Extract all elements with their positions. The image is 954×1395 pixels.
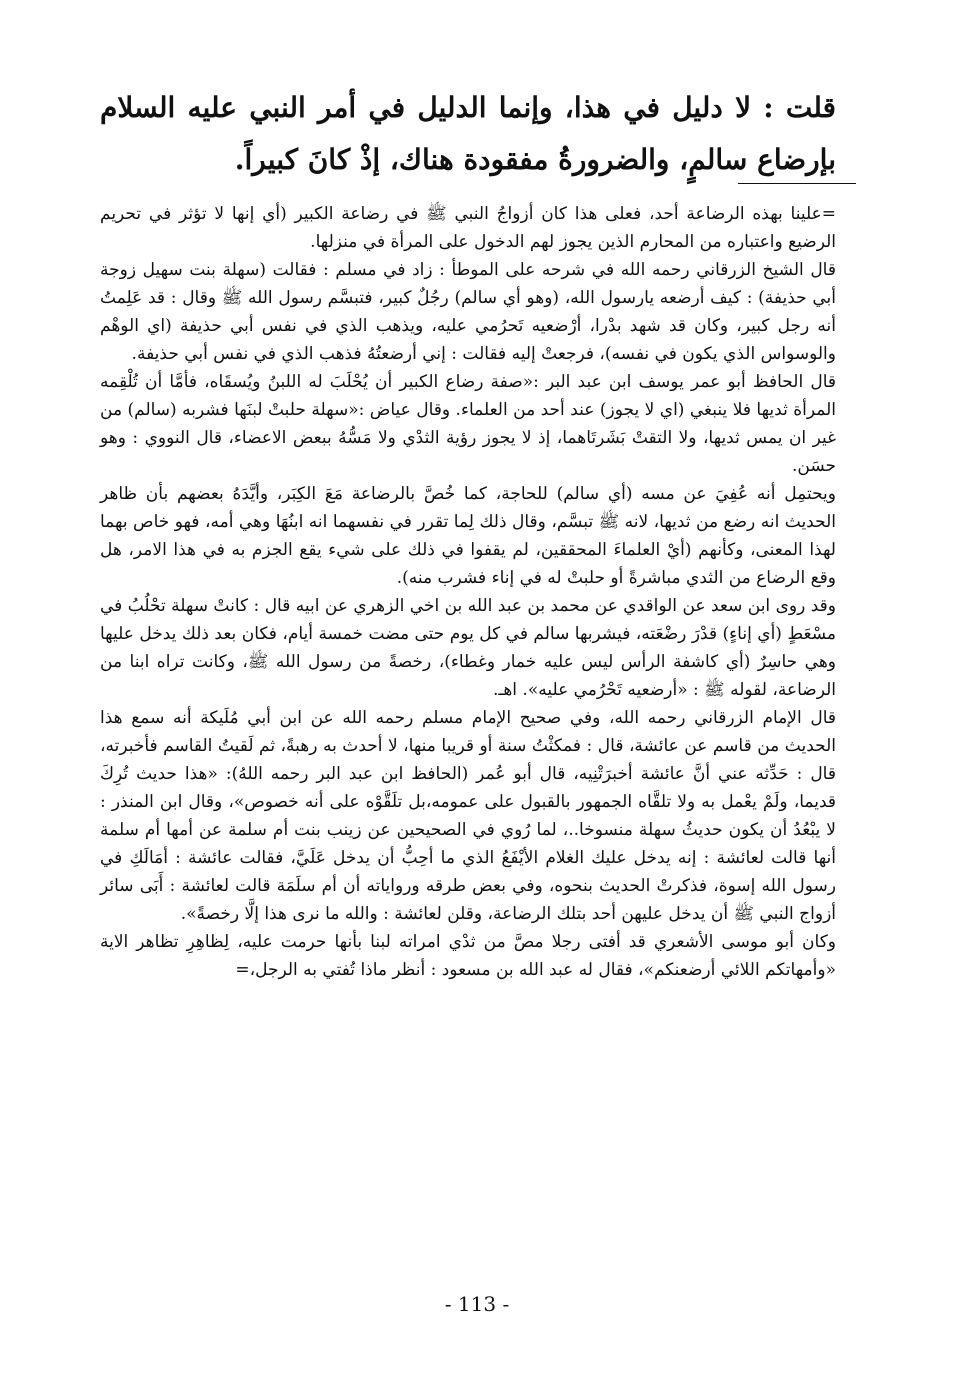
footnote-paragraph-5: وقد روى ابن سعد عن الواقدي عن محمد بن عبد الله بن اخي الزهري عن ابيه قال : كانتْ سهلة تحْلُبُ في مسْعَطٍ (أي إناءٍ) قدْرَ رضْعَته، فيشربها سالم في كل يوم حتى مضت خمسة أيام، فكان بعد ذلك يدخل عليها وهي حاسِرٌ (أي كاشفة الرأس ليس عليه خمار وغطاء)، رخصةً من رسول الله ﷺ، وكانت تراه ابنا من الرضاعة، لقوله ﷺ : «أرضعيه تَحْرُمي عليه». اهـ. [100, 596, 836, 700]
main-lead-word: قلت [785, 91, 836, 124]
footnote-paragraph-1: =علينا بهذه الرضاعة أحد، فعلى هذا كان أزواجُ النبي ﷺ في رضاعة الكبير (أي إنها لا تؤثر في تحريم الرضيع واعتباره من المحارم الذين يجوز لهم الدخول على المرأة في منزلها. [100, 204, 836, 252]
footnote-paragraph-7: وكان أبو موسى الأشعري قد أفتى رجلا مصَّ من ثدْي امراته لبنا بأنها حرمت عليه، لِظاهِرِ تظاهر الاية «وأمهاتكم اللائي أرضعنكم»، فقال له عبد الله بن مسعود : أنظر ماذا تُفتي به الرجل،= [100, 932, 836, 980]
footnote-paragraph-4: ويحتمِل أنه عُفِيَ عن مسه (أي سالم) للحاجة، كما خُصَّ بالرضاعة مَعَ الكِبَر، وأيَّدَهُ بعضهم بأن ظاهر الحديث انه رضع من ثديها، لانه ﷺ تبسَّم، وقال ذلك لِما تقرر في نفسهما انه ابنُهَا وهي أمه، فهو خاص بهما لهذا المعنى، وكأنهم (أيْ العلماءَ المحققين، لم يقفوا في ذلك على شيء يقع الجزم به في هذا الامر، هل وقع الرضاع من الثدي مباشرةً أو حلبتْ له في إناء فشرب منه). [100, 484, 836, 588]
main-body-text: : لا دليل في هذا، وإنما الدليل في أمر النبي عليه السلام بإرضاع سالمٍ، والضرورةُ مفقودة هناك، إذْ كانَ كبيراً. [100, 91, 836, 176]
footnote-paragraph-3: قال الحافظ أبو عمر يوسف ابن عبد البر :«صفة رضاع الكبير أن يُحْلَبَ له اللبنُ ويُسقَاه، فأمَّا أن تُلْقِمه المرأة ثديها فلا ينبغي (اي لا يجوز) عند أحد من العلماء. وقال عياض :«سهلة حلبتْ لبنَها فشربه (سالم) من غير ان يمس ثديها، ولا التقتْ بَشَرتَاهما، إذ لا يجوز رؤية الثدْي ولا مَسُّهُ ببعض الاعضاء، قال النووي : وهو حسَن. [100, 372, 836, 476]
footnote-separator [738, 183, 856, 184]
footnote-paragraph-6: قال الإمام الزرقاني رحمه الله، وفي صحيح الإمام مسلم رحمه الله عن ابن أبي مُلَيكة أنه سمع هذا الحديث من قاسم عن عائشة، قال : فمكثْتُ سنة أو قريبا منها، لا أحدث به رهبةً، ثم لَقيتُ القاسم فأخبرته، قال : حَدِّثه عني أنَّ عائشة أخبرَتْنِيه، قال أبو عُمر (الحافظ ابن عبد البر رحمه اللهُ): «هذا حديث تُرِكَ قديما، ولَمْ يعْمل به ولا تلقَّاه الجمهور بالقبول على عمومه،بل تلَقَّوْه على أنه خصوص»، وقال ابن المنذر : لا يبْعُدُ أن يكون حديثُ سهلة منسوخا..، لما رُوي في الصحيحين عن زينب بنت أم سلمة عن أمها أم سلمة أنها قالت لعائشة : إنه يدخل عليك الغلام الأيْفَعُ الذي ما أحِبُّ أن يدخل عَلَيَّ، فقالت عائشة : أمَالَكِ في رسول الله إسوة، فذكرتْ الحديث بنحوه، وفي بعض طرقه ورواياته أن أم سلَمَة قالت لعائشة : أَبَى سائر أزواج النبي ﷺ أن يدخل عليهن أحد بتلك الرضاعة، وقلن لعائشة : والله ما نرى هذا إلَّا رخصةً». [100, 708, 836, 924]
footnote-paragraph-2: قال الشيخ الزرقاني رحمه الله في شرحه على الموطأ : زاد في مسلم : فقالت (سهلة بنت سهيل زوجة أبي حذيفة) : كيف أرضعه يارسول الله، (وهو أي سالم) رجُلٌ كبير، فتبسَّم رسول الله ﷺ وقال : قد عَلِمتُ أنه رجل كبير، وكان قد شهد بدْرا، أرْضعيه تَحرُمي عليه، ويذهب الذي في نفس أبي حذيفة (اي الوهْم والوسواس الذي يكون في نفسه)، فرجعتْ إليه فقالت : إني أرضعتُهُ فذهب الذي في نفس أبي حذيفة. [100, 260, 836, 364]
main-text [100, 82, 836, 186]
footnote-block [100, 200, 836, 984]
page-number: - 113 - [444, 1292, 510, 1316]
